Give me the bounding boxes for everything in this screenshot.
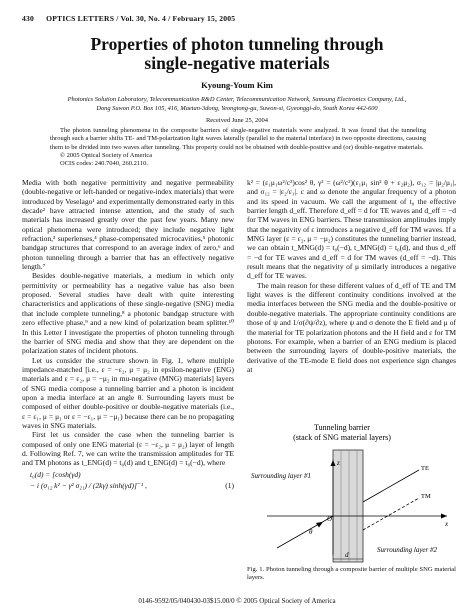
surround-label-2: Surrounding layer #2 (377, 546, 438, 554)
right-column (247, 178, 456, 374)
abstract-text: The photon tunneling phenomena in the composite barriers of single-negative materials were analyzed. It was found that the tunneling through such a barrier shifts TE- and TM-polarization light waves laterally (parallel to the material interface) in two opposite directions, causing them to be divided into two waves after tunneling. This property could not be obtained with double-positive and (or) double-negative materials. (50, 127, 426, 151)
affiliation (30, 96, 444, 113)
page-number: 430 (22, 14, 34, 23)
left-column (22, 178, 234, 492)
copyright: © 2005 Optical Society of America (60, 151, 153, 159)
d-label: d (345, 551, 349, 559)
journal-info: OPTICS LETTERS / Vol. 30, No. 4 / February 15, 2005 (46, 14, 236, 23)
affiliation-line-2: Dong Suwon P.O. Box 105, 416, Maetan-3dong, Yeongtong-gu, Suwon-si, Gyeonggi-do, South Korea 442-600 (96, 104, 378, 112)
ocis-codes: OCIS codes: 240.7040, 260.2110. (60, 160, 149, 168)
paper-title (0, 35, 474, 73)
footer: 0146-9592/05/040430-03$15.00/0 © 2005 Optical Society of America (138, 597, 336, 605)
paragraph-eng: First let us consider the case when the tunneling barrier is composed of only one ENG material (ε = −ε₂, μ = μ₂) layer of length d. Following Ref. 7, we can write the transmission amplitudes for TE and TM photons as t_ENG(d) = t₀(d) and t_ENG(d) = t₀(−d), where (22, 430, 234, 468)
author-name: Kyoung-Youm Kim (201, 80, 273, 90)
paragraph-intro: Media with both negative permittivity and negative permeability (double-negative or left-handed or negative-index materials) that were introduced by Veselago¹ and experimentally demonstrated early in this decade² have attracted intense attention, and the study of such materials has increased greatly over the past few years. Many new optical phenomena were introduced; they include negative light refraction,³ superlenses,⁴ phase-compensated microcavities,⁵ photonic bandgap structures that correspond to an average index of zero,⁶ and photon tunneling through a barrier that has an effectively negative length.⁷ (22, 178, 234, 272)
figure-1 (247, 420, 456, 568)
incident-ray (277, 516, 333, 548)
paragraph-sng: Besides double-negative materials, a medium in which only permittivity or permeability has a negative value has also been proposed. Several studies have dealt with quite interesting characteristics and applications of these single-negative (SNG) media that include complete tunneling,⁸ a photonic bandgap structure with zero effective phase,⁹ and a new kind of polarization beam splitter.¹⁰ In this Letter I investigate the properties of photon tunneling through the barrier of SNG media and show that they are dependent on the polarization states of incident photons. (22, 271, 234, 356)
transmitted-ray-te (363, 470, 419, 502)
figure-caption: Fig. 1. Photon tunneling through a composite barrier of multiple SNG material layers. (247, 566, 456, 582)
equation-1-body: − i (σ₁₂ k² − γ² σ₂₁) / (2kγ) sinh(γd)]⁻¹ , (30, 481, 147, 490)
transmitted-ray-tm (363, 498, 419, 530)
x-label: x (445, 520, 449, 528)
paragraph-continuity: The main reason for these different values of d_eff of TE and TM light waves is the different continuity conditions involved at the media interfaces between the SNG media and the double-positive or double-negative materials. The appropriate continuity conditions are those of ψ and 1/σ(∂ψ/∂z), where ψ and σ denote the E field and μ of the material for TE polarization photons and the H field and ε for TM photons. For example, when a barrier of an ENG medium is placed between the surrounding layers of double-positive materials, the derivative of the TE-mode E field does not experience sign changes at (247, 280, 456, 374)
z-label: z (337, 459, 340, 467)
theta-label: θ (309, 528, 313, 536)
surround-label-1: Surrounding layer #1 (251, 472, 312, 480)
origin-label: O (327, 515, 333, 523)
incident-arrow (316, 522, 323, 528)
running-header (22, 14, 245, 23)
equation-number: (1) (225, 481, 234, 490)
title-line-2: single-negative materials (144, 53, 330, 73)
equation-1-line-2 (30, 481, 234, 490)
te-label: TE (421, 465, 429, 472)
affiliation-line-1: Photonics Solution Laboratory, Telecommunication R&D Center, Telecommunication Network, Samsung Electronics Company, Ltd., (67, 96, 407, 103)
equation-1-line-1: t₀(d) = [cosh(γd) (30, 469, 81, 479)
barrier-label-1: Tunneling barrier (314, 423, 370, 432)
tm-label: TM (421, 493, 431, 500)
abstract (50, 127, 426, 168)
figure-diagram (247, 420, 456, 568)
x-axis-arrow (441, 514, 447, 519)
barrier-label-2: (stack of SNG material layers) (293, 433, 391, 442)
paragraph-structure: Let us consider the structure shown in Fig. 1, where multiple impedance-matched [i.e., ε = −ε₂, μ = μ₂ in epsilon-negative (ENG) materials and ε = ε₂, μ = −μ₂ in mu-negative (MNG) materials] layers of SNG media compose a tunneling barrier and a photon is incident upon a media interface at an angle θ. Surrounding layers must be composed of either double-positive or double-negative materials (i.e., ε = ε₁, μ = μ₁ or ε = −ε₁, μ = −μ₁) because there can be no propagating waves in SNG materials. (22, 355, 234, 430)
received-date: Received June 25, 2004 (205, 117, 269, 124)
title-line-1: Properties of photon tunneling through (90, 34, 384, 54)
paragraph-definitions: k² = (ε₁μ₁ω²/c²)cos² θ, γ² = (ω²/c²)(ε₁μ₁ sin² θ + ε₂μ₂), σ₁₂ = |μ₂/μ₁|, and σ₁₂ = |ε₂/ε₁|. c and ω denote the angular frequency of a photon and its speed in vacuum. We call the argument of t₀ the effective barrier length d_eff. Therefore d_eff = d for TE waves and d_eff = −d for TM waves in ENG barriers. These transmission amplitudes imply that the negativity of ε introduces a negative d_eff for TM waves. If a MNG layer (ε = ε₂, μ = −μ₂) constitutes the tunneling barrier instead, we can obtain t_MNG(d) = t₀(−d), t_MNG(d) = t₀(d), and thus d_eff = −d for TE waves and d_eff = d for TM waves (d_eff = −d). This result means that the negativity of μ similarly introduces a negative d_eff for TE waves. (247, 178, 457, 281)
